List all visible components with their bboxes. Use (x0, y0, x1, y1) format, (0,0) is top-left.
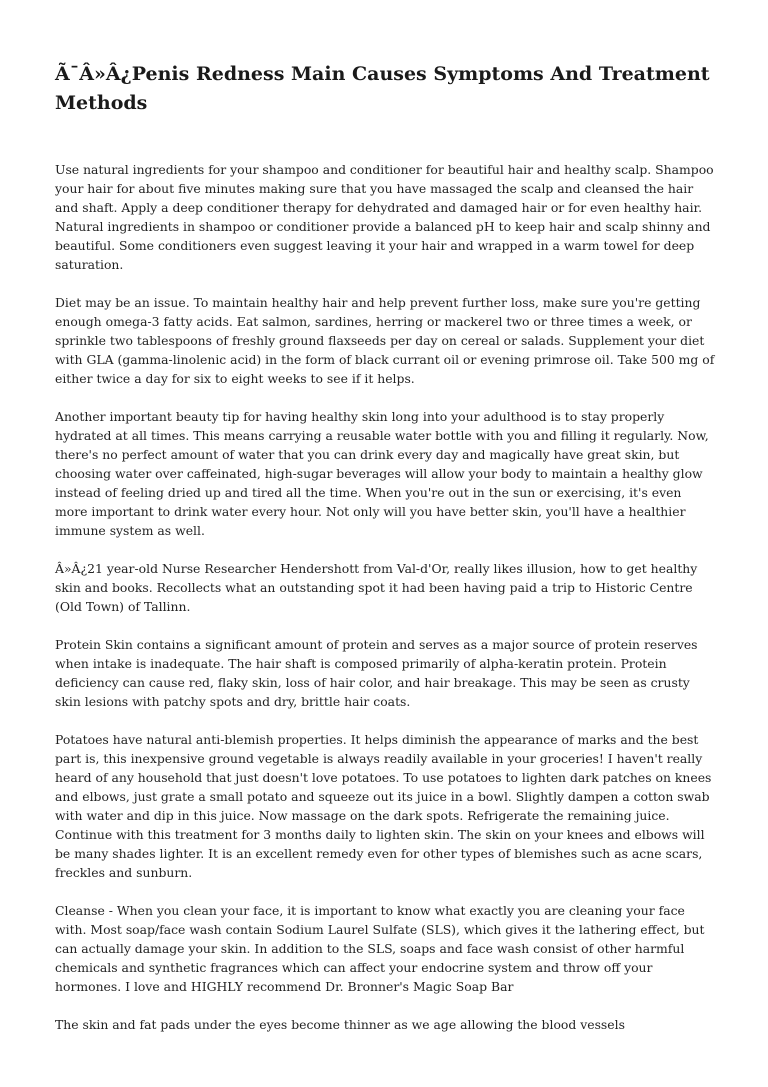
paragraph-hydration: Another important beauty tip for having healthy skin long into your adulthood is to stay properly hydrated at all times. This means carrying a reusable water bottle with you and filling it regularly. Now, there's no perfect amount of water that you can drink every day and magically have great skin, but choosing water over caffeinated, high-sugar beverages will allow your body to maintain a healthy glow instead of feeling dried up and tired all the time. When you're out in the sun or exercising, it's even more important to drink water every hour. Not only will you have better skin, you'll have a healthier immune system as well. (55, 409, 709, 538)
document-page (55, 60, 715, 1053)
paragraph-protein: Protein Skin contains a significant amount of protein and serves as a major source of protein reserves when intake is inadequate. The hair shaft is composed primarily of alpha-keratin protein. Protein deficiency can cause red, flaky skin, loss of hair color, and hair breakage. This may be seen as crusty skin lesions with patchy spots and dry, brittle hair coats. (55, 637, 698, 709)
paragraph-diet: Diet may be an issue. To maintain healthy hair and help prevent further loss, make sure you're getting enough omega-3 fatty acids. Eat salmon, sardines, herring or mackerel two or three times a week, or sprinkle two tablespoons of freshly ground flaxseeds per day on cereal or salads. Supplement your diet with GLA (gamma-linolenic acid) in the form of black currant oil or evening primrose oil. Take 500 mg of either twice a day for six to eight weeks to see if it helps. (55, 295, 715, 386)
document-title: Ã¯Â»Â¿Penis Redness Main Causes Symptoms And Treatment Methods (55, 63, 710, 114)
paragraph-author-bio: Â»Â¿21 year-old Nurse Researcher Hendershott from Val-d'Or, really likes illusion, how to get healthy skin and books. Recollects what an outstanding spot it had been having paid a trip to Historic Centre (Old Town) of Tallinn. (55, 561, 698, 614)
paragraph-hair-care: Use natural ingredients for your shampoo and conditioner for beautiful hair and healthy scalp. Shampoo your hair for about five minutes making sure that you have massaged the scalp and cleansed the hair and shaft. Apply a deep conditioner therapy for dehydrated and damaged hair or for even healthy hair. Natural ingredients in shampoo or conditioner provide a balanced pH to keep hair and scalp shinny and beautiful. Some conditioners even suggest leaving it your hair and wrapped in a warm towel for deep saturation. (55, 162, 714, 272)
paragraph-potatoes: Potatoes have natural anti-blemish properties. It helps diminish the appearance of marks and the best part is, this inexpensive ground vegetable is always readily available in your groceries! I haven't really heard of any household that just doesn't love potatoes. To use potatoes to lighten dark patches on knees and elbows, just grate a small potato and squeeze out its juice in a bowl. Slightly dampen a cotton swab with water and dip in this juice. Now massage on the dark spots. Refrigerate the remaining juice. Continue with this treatment for 3 months daily to lighten skin. The skin on your knees and elbows will be many shades lighter. It is an excellent remedy even for other types of blemishes such as acne scars, freckles and sunburn. (55, 732, 712, 880)
paragraph-eyes: The skin and fat pads under the eyes become thinner as we age allowing the blood vessels (55, 1017, 625, 1032)
paragraph-cleanse: Cleanse - When you clean your face, it is important to know what exactly you are cleaning your face with. Most soap/face wash contain Sodium Laurel Sulfate (SLS), which gives it the lathering effect, but can actually damage your skin. In addition to the SLS, soaps and face wash consist of other harmful chemicals and synthetic fragrances which can affect your endocrine system and throw off your hormones. I love and HIGHLY recommend Dr. Bronner's Magic Soap Bar (55, 903, 705, 994)
